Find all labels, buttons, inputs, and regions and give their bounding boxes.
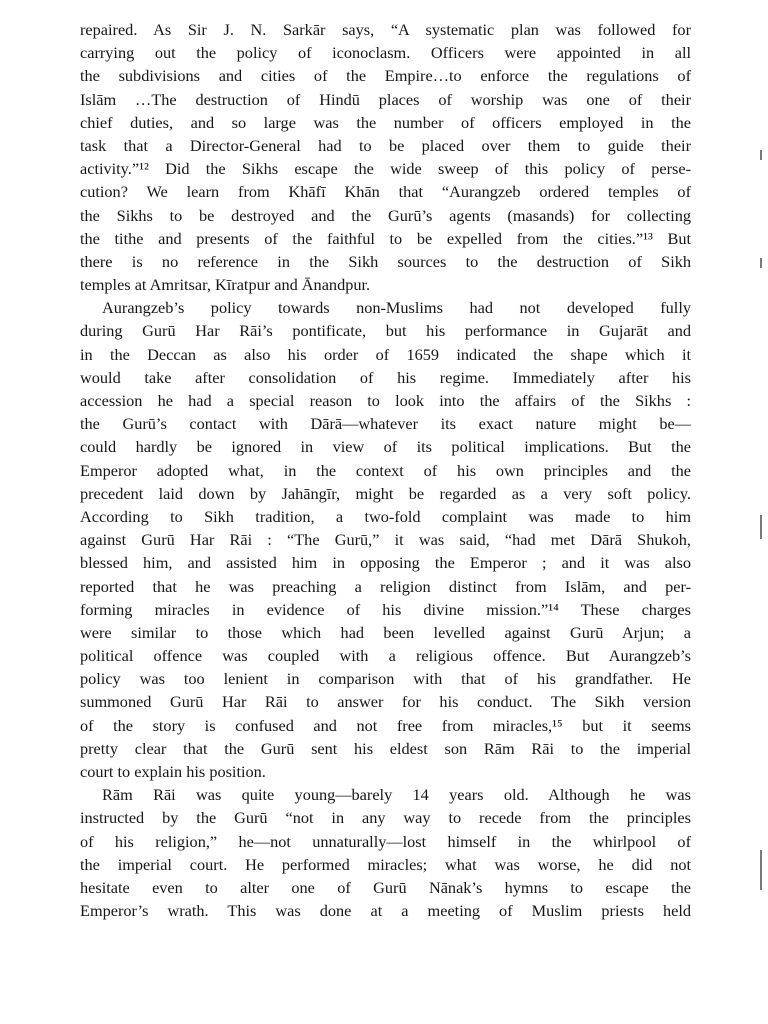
scan-mark xyxy=(760,258,762,268)
text-line: the Gurū’s contact with Dārā—whatever its exact nature might be— xyxy=(80,414,691,434)
book-page xyxy=(80,18,691,922)
body-text xyxy=(80,18,691,922)
text-line: the imperial court. He performed miracles; what was worse, he did not xyxy=(80,854,691,874)
text-line: Islām …The destruction of Hindū places of worship was one of their xyxy=(80,89,691,109)
text-line: court to explain his position. xyxy=(80,762,266,781)
text-line: Aurangzeb’s policy towards non-Muslims had not developed fully xyxy=(102,298,691,318)
text-line: there is no reference in the Sikh sources to the destruction of Sikh xyxy=(80,251,691,271)
scan-mark xyxy=(760,150,762,160)
text-line: cution? We learn from Khāfī Khān that “Aurangzeb ordered temples of xyxy=(80,182,691,202)
text-line: the subdivisions and cities of the Empire…to enforce the regulations of xyxy=(80,66,691,86)
text-line: the tithe and presents of the faithful to be expelled from the cities.”¹³ But xyxy=(80,228,691,248)
text-line: were similar to those which had been levelled against Gurū Arjun; a xyxy=(80,622,691,642)
text-line: during Gurū Har Rāi’s pontificate, but his performance in Gujarāt and xyxy=(80,321,691,341)
text-line: task that a Director-General had to be placed over them to guide their xyxy=(80,135,691,155)
text-line: hesitate even to alter one of Gurū Nānak’s hymns to escape the xyxy=(80,877,691,897)
text-line: carrying out the policy of iconoclasm. Officers were appointed in all xyxy=(80,43,691,63)
text-line: blessed him, and assisted him in opposing the Emperor ; and it was also xyxy=(80,553,691,573)
scan-edge xyxy=(760,0,768,1024)
text-line: activity.”¹² Did the Sikhs escape the wide sweep of this policy of perse- xyxy=(80,159,691,179)
text-line: could hardly be ignored in view of its political implications. But the xyxy=(80,437,691,457)
scan-mark xyxy=(760,515,762,539)
text-line: instructed by the Gurū “not in any way to recede from the principles xyxy=(80,808,691,828)
text-line: policy was too lenient in comparison with that of his grandfather. He xyxy=(80,669,691,689)
text-line: accession he had a special reason to look into the affairs of the Sikhs : xyxy=(80,391,691,410)
text-line: According to Sikh tradition, a two-fold complaint was made to him xyxy=(80,506,691,526)
text-line: precedent laid down by Jahāngīr, might be regarded as a very soft policy. xyxy=(80,483,691,503)
text-line: chief duties, and so large was the number of officers employed in the xyxy=(80,112,691,132)
text-line: repaired. As Sir J. N. Sarkār says, “A systematic plan was followed for xyxy=(80,20,691,39)
text-line: the Sikhs to be destroyed and the Gurū’s agents (masands) for collecting xyxy=(80,205,691,225)
text-line: Rām Rāi was quite young—barely 14 years old. Although he was xyxy=(102,785,691,805)
text-line: political offence was coupled with a religious offence. But Aurangzeb’s xyxy=(80,646,691,666)
text-line: of the story is confused and not free from miracles,¹⁵ but it seems xyxy=(80,715,691,735)
text-line: in the Deccan as also his order of 1659 indicated the shape which it xyxy=(80,344,691,364)
text-line: summoned Gurū Har Rāi to answer for his conduct. The Sikh version xyxy=(80,692,691,712)
text-line: of his religion,” he—not unnaturally—lost himself in the whirlpool of xyxy=(80,831,691,851)
text-line: temples at Amritsar, Kīratpur and Ānandpur. xyxy=(80,275,371,295)
text-line: Emperor’s wrath. This was done at a meeting of Muslim priests held xyxy=(80,901,691,921)
scan-mark xyxy=(760,850,762,890)
text-line: Emperor adopted what, in the context of his own principles and the xyxy=(80,460,691,480)
text-line: would take after consolidation of his regime. Immediately after his xyxy=(80,367,691,387)
text-line: reported that he was preaching a religion distinct from Islām, and per- xyxy=(80,576,691,596)
text-line: against Gurū Har Rāi : “The Gurū,” it was said, “had met Dārā Shukoh, xyxy=(80,530,691,550)
text-line: pretty clear that the Gurū sent his eldest son Rām Rāi to the imperial xyxy=(80,738,691,758)
text-line: forming miracles in evidence of his divine mission.”¹⁴ These charges xyxy=(80,599,691,619)
